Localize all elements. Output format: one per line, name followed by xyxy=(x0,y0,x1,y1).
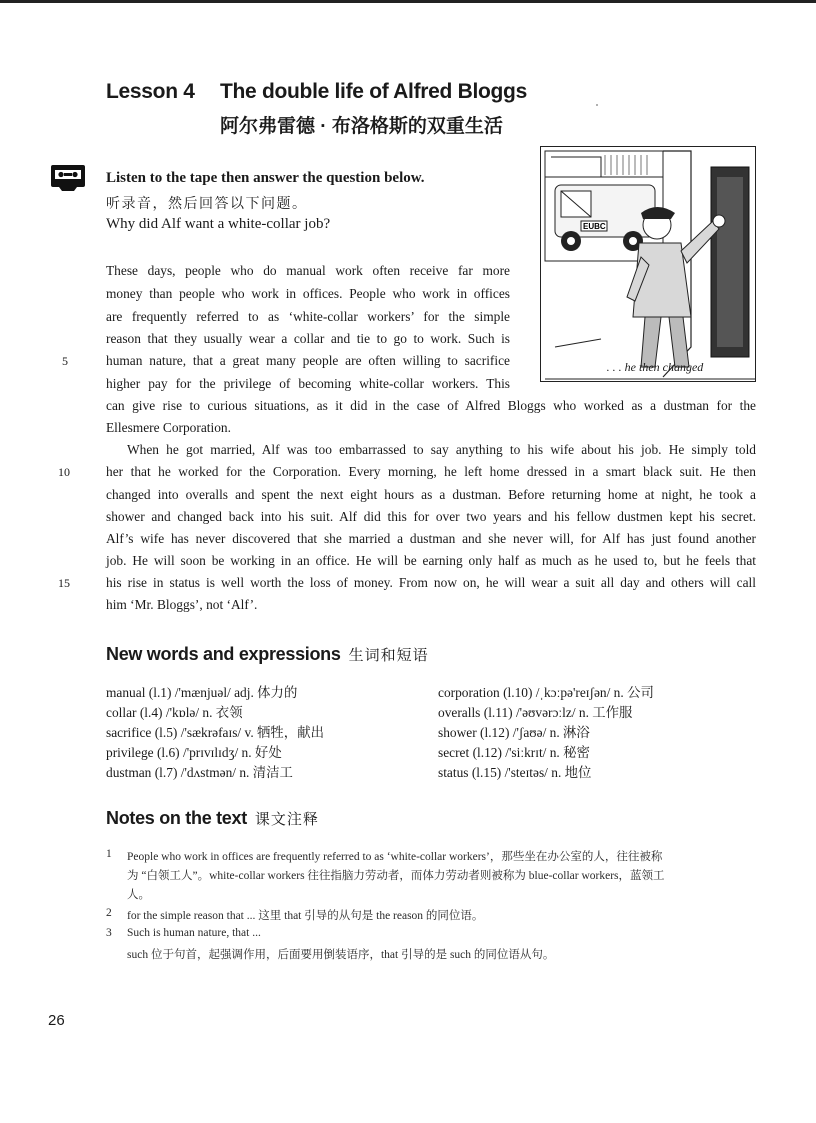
passage-line: changed into overalls and spent the next eight hours as a dustman. Before returning home at night, he took a xyxy=(106,487,756,502)
illustration-frame xyxy=(540,146,756,382)
vocab-entry: manual (l.1) /'mænjuəl/ adj. 体力的 xyxy=(106,685,298,700)
vocab-entry: shower (l.12) /'ʃaʊə/ n. 淋浴 xyxy=(438,725,590,740)
passage-line: Alf’s wife has never discovered that she married a dustman and she never will, for Alf has just found another xyxy=(106,531,756,546)
vocab-entry: dustman (l.7) /'dʌstmən/ n. 清洁工 xyxy=(106,765,293,780)
passage-line: shower and changed back into his suit. Alf did this for over two years and his fellow dustmen kept his secret. xyxy=(106,509,756,524)
comprehension-question: Why did Alf want a white-collar job? xyxy=(106,216,331,232)
top-rule xyxy=(0,0,816,3)
passage-line: money than people who work in offices. People who work in offices xyxy=(106,286,510,301)
truck-sign-text: EUBC xyxy=(583,222,606,231)
notes-heading-text: Notes on the text xyxy=(106,808,247,828)
passage-line: him ‘Mr. Bloggs’, not ‘Alf’. xyxy=(106,597,258,612)
note-line: 为 “白领工人”。white-collar workers 往往指脑力劳动者，而体力劳动者则被称为 blue-collar workers，蓝领工 xyxy=(127,870,665,882)
passage-line: higher pay for the privilege of becoming white-collar workers. This xyxy=(106,376,510,391)
illustration-man-in-phone-booth xyxy=(541,147,755,381)
vocab-entry: secret (l.12) /'siːkrɪt/ n. 秘密 xyxy=(438,745,590,760)
passage-line: his rise in status is well worth the loss of money. From now on, he will wear a suit all day and others will call xyxy=(106,575,756,590)
note-line: People who work in offices are frequently referred to as ‘white-collar workers’，那些坐在办公室的人，往往被称 xyxy=(127,851,663,863)
lesson-title: The double life of Alfred Bloggs xyxy=(220,80,527,103)
note-line: for the simple reason that ... 这里 that 引导的从句是 the reason 的同位语。 xyxy=(127,910,484,922)
listening-instruction-chinese: 听录音，然后回答以下问题。 xyxy=(106,197,308,212)
line-number: 10 xyxy=(58,465,70,479)
passage-line: can give rise to curious situations, as it did in the case of Alfred Bloggs who worked as a dustman for the xyxy=(106,398,756,413)
vocab-entry: overalls (l.11) /'əʊvərɔːlz/ n. 工作服 xyxy=(438,705,633,720)
note-number: 3 xyxy=(106,927,112,939)
passage-line: her that he worked for the Corporation. Every morning, he left home dressed in a smart black suit. He then xyxy=(106,464,756,479)
note-line: Such is human nature, that ... xyxy=(127,927,261,939)
new-words-heading-text: New words and expressions xyxy=(106,644,341,664)
notes-heading-chinese: 课文注释 xyxy=(254,810,319,828)
note-number: 1 xyxy=(106,848,112,860)
vocab-entry: sacrifice (l.5) /'sækrəfaɪs/ v. 牺牲，献出 xyxy=(106,725,324,740)
stray-mark xyxy=(596,104,598,106)
notes-heading xyxy=(106,808,319,829)
passage-line: Ellesmere Corporation. xyxy=(106,420,231,435)
passage-line: job. He will soon be working in an office. He will be earning only half as much as he used to, but he feels that xyxy=(106,553,756,568)
passage-line: When he got married, Alf was too embarrassed to say anything to his wife about his job. He simply told xyxy=(127,442,756,457)
note-line: 人。 xyxy=(127,889,150,901)
new-words-heading xyxy=(106,644,429,665)
line-number: 5 xyxy=(62,354,68,368)
passage-line: reason that they usually wear a collar and tie to go to work. Such is xyxy=(106,331,510,346)
passage-line: These days, people who do manual work often receive far more xyxy=(106,263,510,278)
vocab-entry: status (l.15) /'steɪtəs/ n. 地位 xyxy=(438,765,592,780)
passage-line: are frequently referred to as ‘white-collar workers’ for the simple xyxy=(106,309,510,324)
line-number: 15 xyxy=(58,576,70,590)
vocab-entry: collar (l.4) /'kɒlə/ n. 衣领 xyxy=(106,705,243,720)
listening-instruction: Listen to the tape then answer the question below. xyxy=(106,170,425,186)
page-number: 26 xyxy=(48,1012,65,1029)
note-line: such 位于句首，起强调作用，后面要用倒装语序，that 引导的是 such 的同位语从句。 xyxy=(127,949,555,961)
lesson-number: Lesson 4 xyxy=(106,80,195,103)
lesson-title-chinese: 阿尔弗雷德 · 布洛格斯的双重生活 xyxy=(220,116,503,137)
vocab-entry: corporation (l.10) /ˌkɔːpə'reɪʃən/ n. 公司 xyxy=(438,685,654,700)
cassette-tape-icon xyxy=(50,164,86,192)
vocab-entry: privilege (l.6) /'prɪvɪlɪdʒ/ n. 好处 xyxy=(106,745,282,760)
note-number: 2 xyxy=(106,907,112,919)
illustration-caption: . . . he then changed xyxy=(606,360,704,374)
new-words-heading-chinese: 生词和短语 xyxy=(348,646,429,664)
passage-line: human nature, that a great many people are often willing to sacrifice xyxy=(106,353,510,368)
